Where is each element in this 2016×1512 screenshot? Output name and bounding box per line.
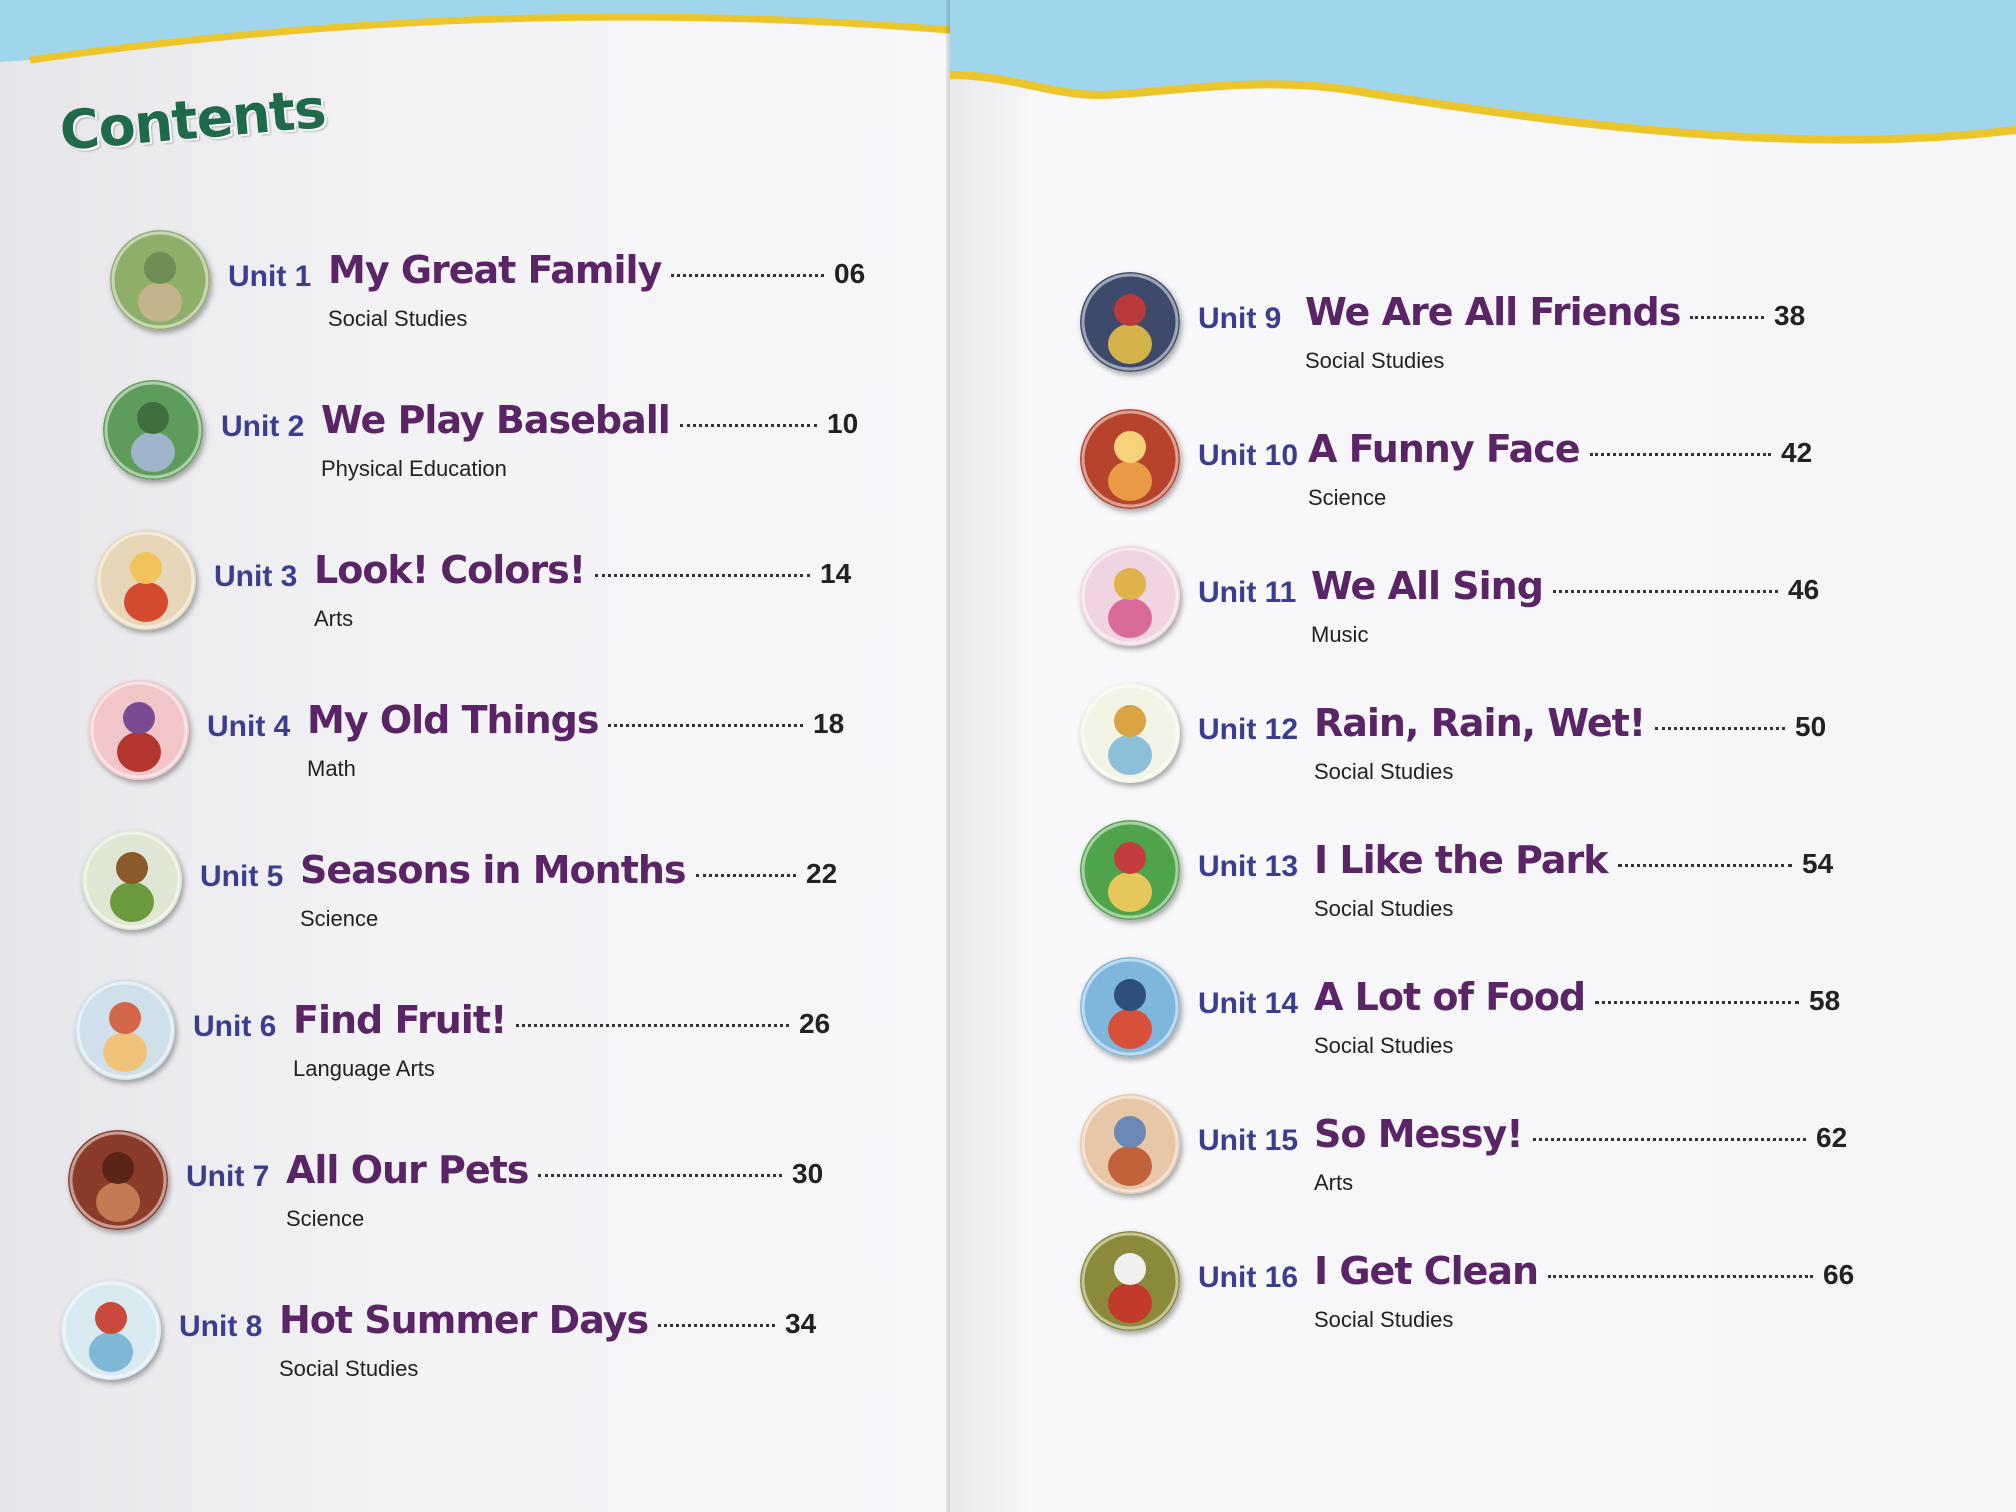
unit-subject: Social Studies — [1314, 1307, 1454, 1332]
unit-subject: Social Studies — [1305, 348, 1445, 373]
page-number: 38 — [1774, 300, 1806, 331]
contents-entry — [110, 230, 880, 340]
contents-entry — [1080, 409, 1827, 519]
unit-subject: Science — [1308, 485, 1387, 510]
dot-leader — [595, 574, 810, 577]
left-page — [0, 0, 950, 1512]
dot-leader — [516, 1024, 789, 1027]
dot-leader — [1533, 1138, 1806, 1141]
dot-leader — [538, 1174, 782, 1177]
unit-number: Unit 5 — [200, 860, 284, 893]
contents-entry — [1080, 820, 1848, 930]
unit-subject: Music — [1311, 622, 1369, 647]
unit-subject: Arts — [314, 606, 354, 631]
unit-number: Unit 15 — [1198, 1124, 1299, 1157]
colors-picture-icon — [96, 530, 196, 630]
unit-number: Unit 8 — [179, 1310, 263, 1343]
park-picture-icon — [1080, 820, 1180, 920]
unit-number: Unit 14 — [1198, 987, 1299, 1020]
left-page-banner — [0, 0, 950, 80]
unit-title: We All Sing — [1311, 564, 1543, 608]
dot-leader — [696, 874, 796, 877]
rain-picture-icon — [1080, 683, 1180, 783]
page-number: 54 — [1802, 848, 1834, 879]
unit-subject: Social Studies — [1314, 759, 1454, 784]
funny-face-picture-icon — [1080, 409, 1180, 509]
dot-leader — [1548, 1275, 1813, 1278]
unit-title: Find Fruit! — [293, 998, 507, 1042]
unit-title: All Our Pets — [286, 1148, 529, 1192]
pets-picture-icon — [68, 1130, 168, 1230]
unit-number: Unit 10 — [1198, 439, 1299, 472]
unit-subject: Social Studies — [1314, 896, 1454, 921]
friends-picture-icon — [1080, 272, 1180, 372]
contents-entry — [75, 980, 845, 1090]
dot-leader — [608, 724, 803, 727]
contents-entry — [1080, 546, 1834, 656]
unit-number: Unit 7 — [186, 1160, 270, 1193]
contents-entry — [96, 530, 866, 640]
contents-entry — [68, 1130, 838, 1240]
dot-leader — [680, 424, 817, 427]
messy-room-picture-icon — [1080, 1094, 1180, 1194]
contents-entry — [1080, 957, 1855, 1067]
page-number: 46 — [1788, 574, 1820, 605]
page-number: 18 — [813, 708, 845, 739]
family-picture-icon — [110, 230, 210, 330]
unit-title: We Play Baseball — [321, 398, 670, 442]
contents-entry — [1080, 272, 1820, 382]
baseball-picture-icon — [103, 380, 203, 480]
unit-title: I Like the Park — [1314, 838, 1608, 882]
right-page-banner — [950, 0, 2016, 170]
boy-picture-icon — [1080, 1231, 1180, 1331]
contents-entry — [1080, 1231, 1869, 1341]
old-things-picture-icon — [89, 680, 189, 780]
contents-entry — [1080, 1094, 1862, 1204]
dot-leader — [1618, 864, 1792, 867]
unit-subject: Social Studies — [1314, 1033, 1454, 1058]
unit-subject: Social Studies — [279, 1356, 419, 1381]
fruit-picture-icon — [75, 980, 175, 1080]
page-number: 30 — [792, 1158, 824, 1189]
unit-title: So Messy! — [1314, 1112, 1523, 1156]
contents-entry — [61, 1280, 831, 1390]
unit-subject: Science — [300, 906, 379, 931]
dot-leader — [671, 274, 824, 277]
unit-subject: Physical Education — [321, 456, 507, 481]
unit-title: I Get Clean — [1314, 1249, 1539, 1293]
unit-number: Unit 2 — [221, 410, 305, 443]
dot-leader — [658, 1324, 775, 1327]
unit-subject: Science — [286, 1206, 365, 1231]
unit-title: A Lot of Food — [1314, 975, 1586, 1019]
unit-title: My Great Family — [328, 248, 662, 292]
page-number: 06 — [834, 258, 866, 289]
unit-number: Unit 3 — [214, 560, 298, 593]
page-number: 66 — [1823, 1259, 1855, 1290]
page-number: 34 — [785, 1308, 817, 1339]
unit-number: Unit 16 — [1198, 1261, 1299, 1294]
unit-title: Seasons in Months — [300, 848, 686, 892]
dot-leader — [1595, 1001, 1799, 1004]
page-number: 62 — [1816, 1122, 1848, 1153]
unit-subject: Math — [307, 756, 356, 781]
unit-title: Rain, Rain, Wet! — [1314, 701, 1646, 745]
unit-number: Unit 9 — [1198, 302, 1282, 335]
unit-number: Unit 11 — [1198, 576, 1297, 609]
dot-leader — [1690, 316, 1764, 319]
contents-entry — [103, 380, 873, 490]
unit-title: My Old Things — [307, 698, 599, 742]
dot-leader — [1553, 590, 1778, 593]
dot-leader — [1590, 453, 1771, 456]
unit-number: Unit 12 — [1198, 713, 1299, 746]
page-number: 14 — [820, 558, 852, 589]
unit-subject: Social Studies — [328, 306, 468, 331]
unit-number: Unit 1 — [228, 260, 312, 293]
unit-title: A Funny Face — [1308, 427, 1580, 471]
contents-title: Contents — [57, 76, 328, 163]
page-number: 42 — [1781, 437, 1813, 468]
unit-title: Look! Colors! — [314, 548, 586, 592]
food-picture-icon — [1080, 957, 1180, 1057]
unit-title: Hot Summer Days — [279, 1298, 649, 1342]
contents-entry — [82, 830, 852, 940]
tree-picture-icon — [82, 830, 182, 930]
contents-entry — [89, 680, 859, 790]
page-number: 26 — [799, 1008, 831, 1039]
beach-picture-icon — [61, 1280, 161, 1380]
right-page — [950, 0, 2016, 1512]
dot-leader — [1655, 727, 1785, 730]
unit-number: Unit 6 — [193, 1010, 277, 1043]
contents-entry — [1080, 683, 1841, 793]
page-number: 50 — [1795, 711, 1827, 742]
page-number: 10 — [827, 408, 859, 439]
unit-title: We Are All Friends — [1305, 290, 1681, 334]
page-number: 22 — [806, 858, 838, 889]
page-number: 58 — [1809, 985, 1841, 1016]
unit-subject: Arts — [1314, 1170, 1354, 1195]
unit-number: Unit 4 — [207, 710, 291, 743]
guitar-picture-icon — [1080, 546, 1180, 646]
unit-number: Unit 13 — [1198, 850, 1299, 883]
unit-subject: Language Arts — [293, 1056, 435, 1081]
